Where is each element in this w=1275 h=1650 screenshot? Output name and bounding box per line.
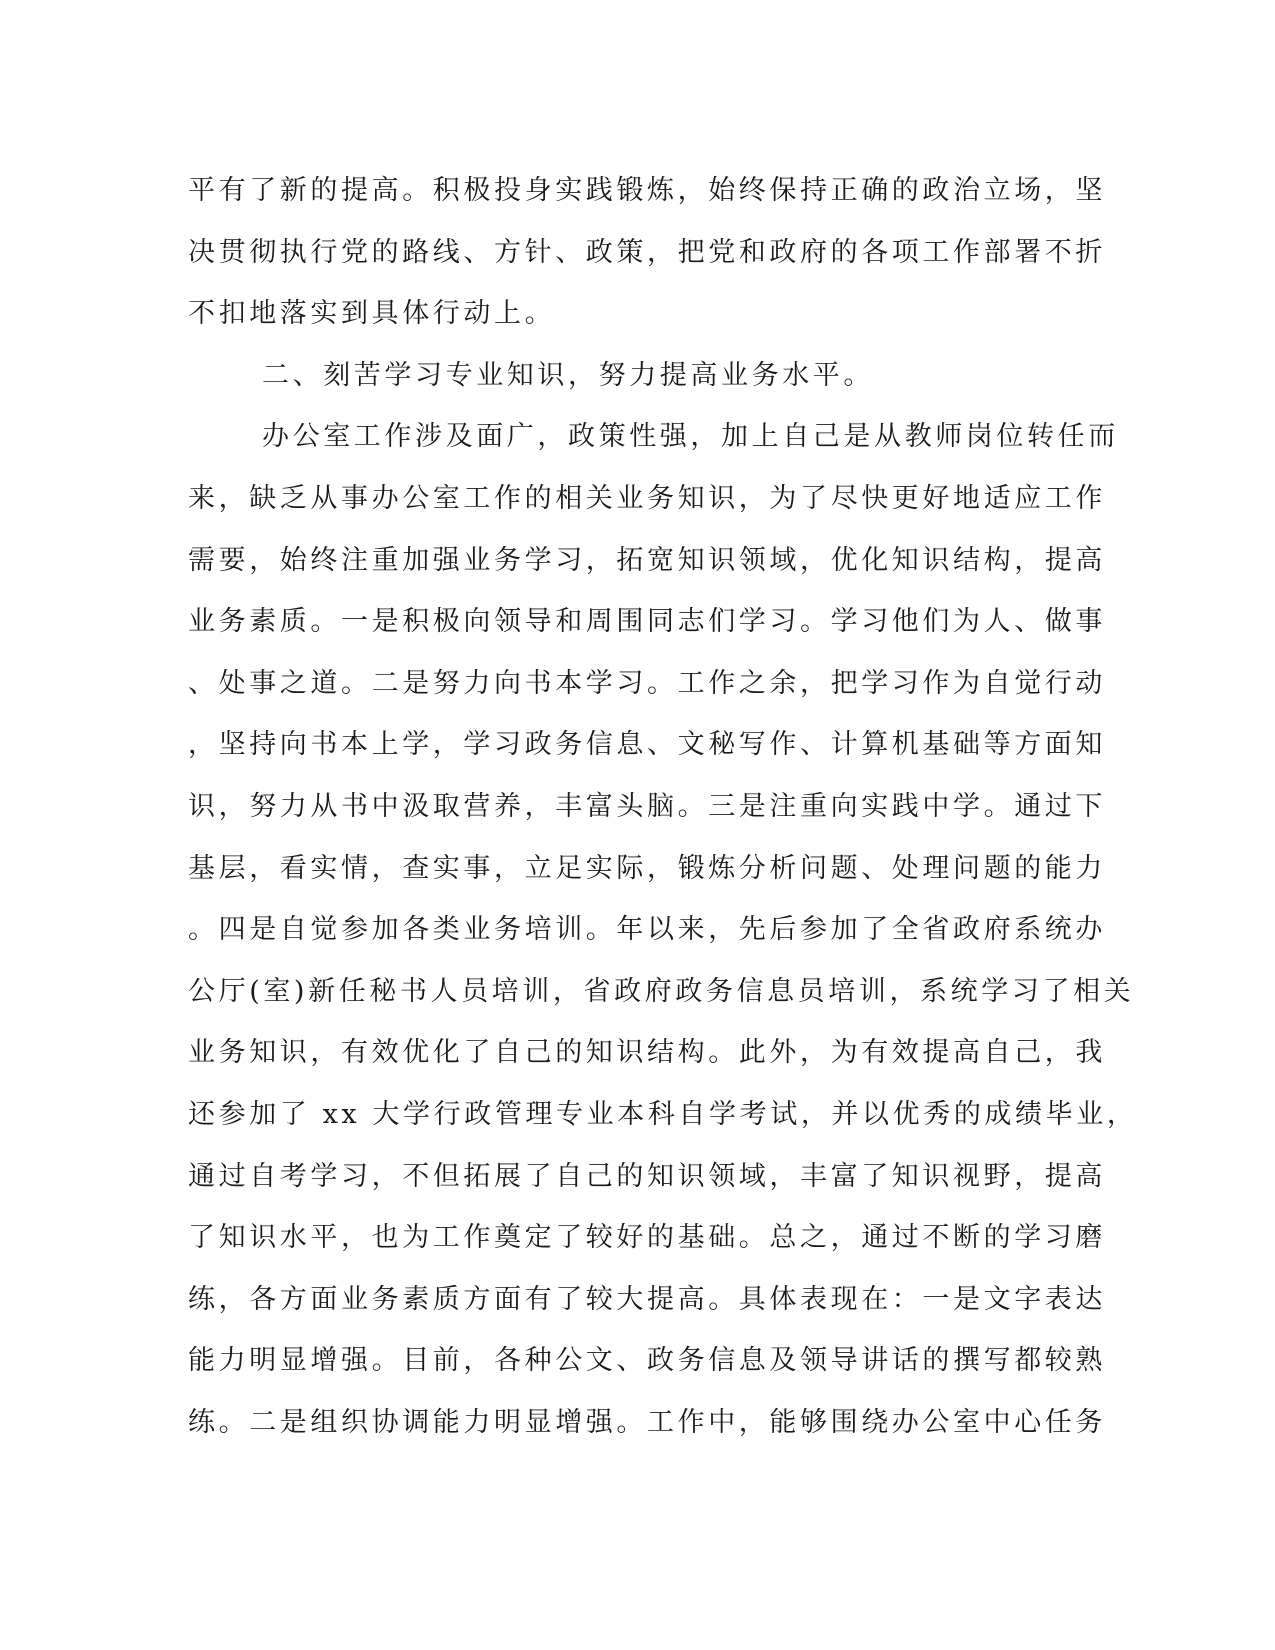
text-line-15: 业务知识，有效优化了自己的知识结构。此外，为有效提高自己，我 — [188, 1037, 1106, 1069]
text-line-18: 了知识水平，也为工作奠定了较好的基础。总之，通过不断的学习磨 — [188, 1222, 1106, 1254]
text-line-8: 业务素质。一是积极向领导和周围同志们学习。学习他们为人、做事 — [188, 606, 1106, 638]
text-line-11: 识，努力从书中汲取营养，丰富头脑。三是注重向实践中学。通过下 — [188, 790, 1106, 822]
text-line-17: 通过自考学习，不但拓展了自己的知识领域，丰富了知识视野，提高 — [188, 1160, 1106, 1192]
text-line-10: ，坚持向书本上学，学习政务信息、文秘写作、计算机基础等方面知 — [188, 729, 1106, 761]
text-line-12: 基层，看实情，查实事，立足实际，锻炼分析问题、处理问题的能力 — [188, 852, 1106, 884]
text-line-16: 还参加了 xx 大学行政管理专业本科自学考试，并以优秀的成绩毕业， — [188, 1098, 1138, 1130]
text-line-9: 、处事之道。二是努力向书本学习。工作之余，把学习作为自觉行动 — [188, 667, 1106, 699]
text-line-5: 办公室工作涉及面广，政策性强，加上自己是从教师岗位转任而 — [262, 421, 1119, 453]
text-line-2: 决贯彻执行党的路线、方针、政策，把党和政府的各项工作部署不折 — [188, 236, 1106, 268]
text-line-14: 公厅(室)新任秘书人员培训，省政府政务信息员培训，系统学习了相关 — [188, 975, 1135, 1007]
text-line-21: 练。二是组织协调能力明显增强。工作中，能够围绕办公室中心任务 — [188, 1406, 1106, 1438]
text-line-6: 来，缺乏从事办公室工作的相关业务知识，为了尽快更好地适应工作 — [188, 482, 1106, 514]
text-line-20: 能力明显增强。目前，各种公文、政务信息及领导讲话的撰写都较熟 — [188, 1345, 1106, 1377]
document-body — [188, 160, 1138, 1453]
section-heading: 二、刻苦学习专业知识，努力提高业务水平。 — [262, 359, 874, 391]
text-line-1: 平有了新的提高。积极投身实践锻炼，始终保持正确的政治立场，坚 — [188, 175, 1106, 206]
text-line-3: 不扣地落实到具体行动上。 — [188, 298, 556, 330]
text-line-13: 。四是自觉参加各类业务培训。年以来，先后参加了全省政府系统办 — [188, 914, 1106, 946]
text-line-19: 练，各方面业务素质方面有了较大提高。具体表现在：一是文字表达 — [188, 1283, 1106, 1315]
text-line-7: 需要，始终注重加强业务学习，拓宽知识领域，优化知识结构，提高 — [188, 544, 1106, 576]
